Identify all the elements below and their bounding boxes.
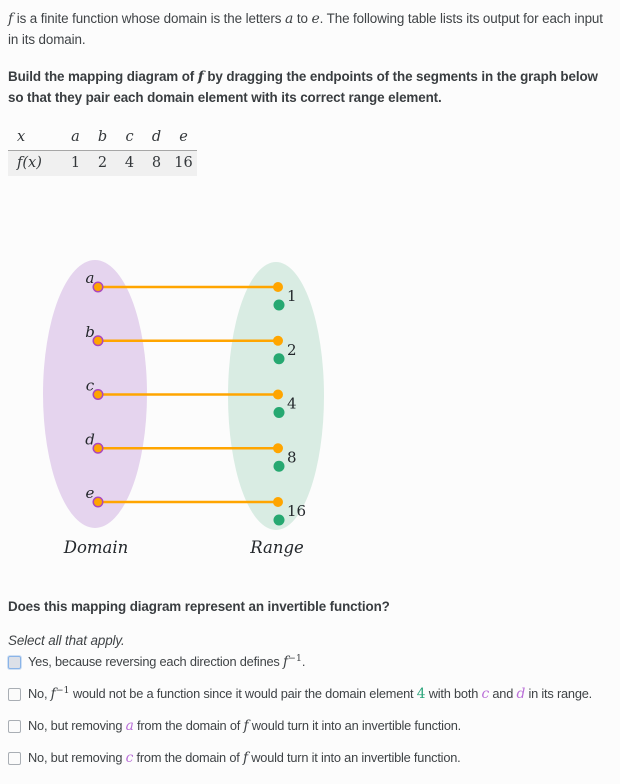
range-dot [274,461,285,472]
range-dot [274,515,285,526]
function-table [8,124,197,176]
table-value-cell: 8 [143,150,170,176]
option-label[interactable]: No, $f^{-1}$ would not be a function since it would pair the domain element 4 with both c and d in its range. [28,685,593,702]
math-c: c [481,686,490,702]
checkbox[interactable] [8,720,21,733]
math-f: f [8,11,14,27]
table-value-cell: f(x) [8,150,62,176]
segment-endpoint-left[interactable] [93,282,103,292]
math-a: a [125,718,134,734]
option-label[interactable]: No, but removing c from the domain of f would turn it into an invertible function. [28,750,461,766]
segment-endpoint-right[interactable] [273,390,283,400]
segment-endpoint-left[interactable] [93,497,103,507]
table-header-cell: b [89,124,116,150]
table-header-cell: d [143,124,170,150]
table-value-cell: 2 [89,150,116,176]
range-element-label: 4 [287,394,297,413]
math-4: 4 [416,686,426,702]
math-c: c [125,750,134,766]
domain-element-label: a [85,269,95,287]
mapping-diagram [38,250,348,562]
answer-option-1[interactable] [8,654,305,670]
table-value-cell: 16 [170,150,197,176]
domain-element-label: c [85,376,95,395]
answer-option-2[interactable] [8,686,592,702]
range-element-label: 8 [287,448,297,467]
segment-endpoint-right[interactable] [273,282,283,292]
math-e: e [311,11,320,27]
range-dot [274,407,285,418]
math-f: $f^{-1}$ [282,653,302,670]
range-dot [274,300,285,311]
table-header-cell: a [62,124,89,150]
range-element-label: 16 [287,502,307,520]
domain-set-label: Domain [63,538,129,557]
math-d: d [516,686,526,702]
math-f: f [242,750,248,766]
domain-element-label: b [85,322,95,341]
intro-paragraph: f is a finite function whose domain is the letters a to e. The following table lists its output for each input in its domain. [8,11,603,48]
checkbox[interactable] [8,688,21,701]
range-element-label: 2 [287,340,297,359]
table-value-row [8,150,197,176]
range-dot [274,353,285,364]
math-f: f [197,69,204,85]
table-header-cell: e [170,124,197,150]
range-element-label: 1 [287,287,297,305]
range-set-label: Range [250,538,304,557]
checkbox[interactable] [8,752,21,765]
math-a: a [284,11,294,27]
question-text: Does this mapping diagram represent an invertible function? [8,599,390,614]
table-header-cell: x [8,124,62,150]
domain-element-label: e [85,484,95,502]
segment-endpoint-right[interactable] [273,443,283,453]
option-label[interactable]: No, but removing a from the domain of f would turn it into an invertible function. [28,718,462,734]
checkbox[interactable] [8,656,21,669]
segment-endpoint-right[interactable] [273,336,283,346]
answer-option-4[interactable] [8,750,461,766]
table-value-cell: 4 [116,150,143,176]
segment-endpoint-right[interactable] [273,497,283,507]
answer-option-3[interactable] [8,718,461,734]
table-header-row [8,124,197,150]
math-f: $f^{-1}$ [50,685,70,702]
table-value-cell: 1 [62,150,89,176]
option-label[interactable]: Yes, because reversing each direction defines $f^{-1}$. [28,653,306,670]
segment-endpoint-left[interactable] [93,390,103,400]
table-header-cell: c [116,124,143,150]
math-f: f [243,718,249,734]
select-all-instruction: Select all that apply. [8,633,125,648]
domain-element-label: d [85,430,95,449]
instructions-paragraph: Build the mapping diagram of f by dragging the endpoints of the segments in the graph below so that they pair each domain element with its correct range element. [8,69,598,106]
